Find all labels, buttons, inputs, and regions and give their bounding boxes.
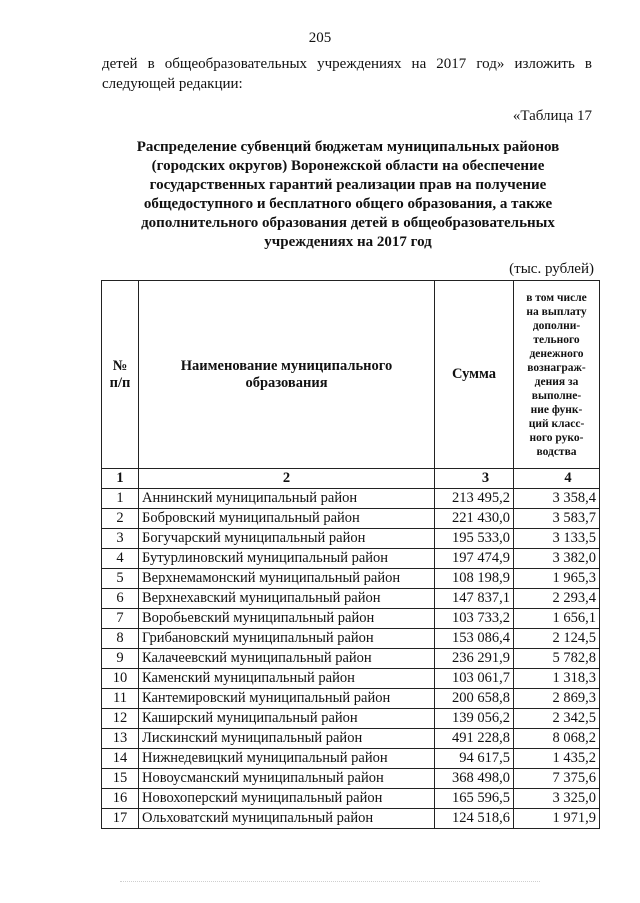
- row-including: 2 869,3: [514, 689, 600, 709]
- header-name: Наименование муниципального образования: [139, 281, 435, 469]
- row-including: 3 382,0: [514, 549, 600, 569]
- table-row: [102, 609, 600, 629]
- intro-paragraph: детей в общеобразовательных учреждениях на 2017 год» изложить в следующей редакции:: [102, 56, 592, 92]
- row-name: Богучарский муниципальный район: [139, 529, 435, 549]
- row-name: Каменский муниципальный район: [139, 669, 435, 689]
- row-number: 15: [102, 769, 139, 789]
- row-including: 8 068,2: [514, 729, 600, 749]
- row-name: Нижнедевицкий муниципальный район: [139, 749, 435, 769]
- table-row: [102, 649, 600, 669]
- row-sum: 200 658,8: [435, 689, 514, 709]
- header-number: № п/п: [102, 281, 139, 469]
- row-number: 2: [102, 509, 139, 529]
- row-name: Кантемировский муниципальный район: [139, 689, 435, 709]
- row-sum: 108 198,9: [435, 569, 514, 589]
- page-number: 205: [308, 30, 332, 46]
- row-including: 7 375,6: [514, 769, 600, 789]
- row-including: 3 133,5: [514, 529, 600, 549]
- row-name: Аннинский муниципальный район: [139, 489, 435, 509]
- row-including: 1 971,9: [514, 809, 600, 829]
- row-number: 13: [102, 729, 139, 749]
- row-including: 1 965,3: [514, 569, 600, 589]
- row-number: 7: [102, 609, 139, 629]
- document-title: Распределение субвенций бюджетам муниципальных районов (городских округов) Воронежской области на обеспечение государственных гарантий реализации прав на получение общедоступного и бесплатного общего образования, а также дополнительного образования детей в общеобразовательных учреждениях на 2017 год: [136, 139, 560, 250]
- row-including: 2 124,5: [514, 629, 600, 649]
- row-sum: 197 474,9: [435, 549, 514, 569]
- table-row: [102, 709, 600, 729]
- row-name: Новохоперский муниципальный район: [139, 789, 435, 809]
- row-including: 5 782,8: [514, 649, 600, 669]
- table-row: [102, 669, 600, 689]
- row-name: Каширский муниципальный район: [139, 709, 435, 729]
- row-sum: 153 086,4: [435, 629, 514, 649]
- row-including: 2 342,5: [514, 709, 600, 729]
- row-name: Грибановский муниципальный район: [139, 629, 435, 649]
- row-sum: 213 495,2: [435, 489, 514, 509]
- row-including: 1 318,3: [514, 669, 600, 689]
- row-number: 4: [102, 549, 139, 569]
- row-including: 3 358,4: [514, 489, 600, 509]
- table-row: [102, 809, 600, 829]
- header-sum: Сумма: [435, 281, 514, 469]
- row-sum: 124 518,6: [435, 809, 514, 829]
- row-sum: 165 596,5: [435, 789, 514, 809]
- row-number: 1: [102, 489, 139, 509]
- units-label: (тыс. рублей): [509, 261, 594, 277]
- table-reference: «Таблица 17: [512, 108, 592, 124]
- table-row: [102, 749, 600, 769]
- row-sum: 103 733,2: [435, 609, 514, 629]
- row-sum: 103 061,7: [435, 669, 514, 689]
- row-number: 12: [102, 709, 139, 729]
- row-name: Новоусманский муниципальный район: [139, 769, 435, 789]
- row-name: Воробьевский муниципальный район: [139, 609, 435, 629]
- scan-artifact: [120, 881, 540, 883]
- row-sum: 94 617,5: [435, 749, 514, 769]
- row-number: 9: [102, 649, 139, 669]
- row-name: Калачеевский муниципальный район: [139, 649, 435, 669]
- row-name: Верхнемамонский муниципальный район: [139, 569, 435, 589]
- subsidy-table: [101, 280, 600, 829]
- row-number: 5: [102, 569, 139, 589]
- column-index: 2: [139, 469, 435, 489]
- row-name: Ольховатский муниципальный район: [139, 809, 435, 829]
- table-row: [102, 729, 600, 749]
- row-sum: 221 430,0: [435, 509, 514, 529]
- table-row: [102, 629, 600, 649]
- row-number: 8: [102, 629, 139, 649]
- row-name: Верхнехавский муниципальный район: [139, 589, 435, 609]
- table-row: [102, 529, 600, 549]
- table-row: [102, 589, 600, 609]
- row-including: 2 293,4: [514, 589, 600, 609]
- row-sum: 139 056,2: [435, 709, 514, 729]
- row-including: 3 583,7: [514, 509, 600, 529]
- row-name: Бутурлиновский муниципальный район: [139, 549, 435, 569]
- table-row: [102, 569, 600, 589]
- row-number: 6: [102, 589, 139, 609]
- row-number: 14: [102, 749, 139, 769]
- row-number: 11: [102, 689, 139, 709]
- column-index: 3: [435, 469, 514, 489]
- table-row: [102, 489, 600, 509]
- table-row: [102, 549, 600, 569]
- row-sum: 368 498,0: [435, 769, 514, 789]
- row-number: 3: [102, 529, 139, 549]
- column-index-row: [102, 469, 600, 489]
- row-sum: 236 291,9: [435, 649, 514, 669]
- table-body: [102, 469, 600, 829]
- row-including: 1 656,1: [514, 609, 600, 629]
- table-header-row: [102, 281, 600, 469]
- column-index: 4: [514, 469, 600, 489]
- row-number: 16: [102, 789, 139, 809]
- column-index: 1: [102, 469, 139, 489]
- row-sum: 491 228,8: [435, 729, 514, 749]
- row-number: 17: [102, 809, 139, 829]
- table-row: [102, 769, 600, 789]
- row-sum: 147 837,1: [435, 589, 514, 609]
- table-row: [102, 789, 600, 809]
- row-including: 1 435,2: [514, 749, 600, 769]
- row-including: 3 325,0: [514, 789, 600, 809]
- table-row: [102, 509, 600, 529]
- table-row: [102, 689, 600, 709]
- row-number: 10: [102, 669, 139, 689]
- header-including: в том числе на выплату дополни- тельного денежного вознаграж- дения за выполне- ние функ- ций класс- ного руко- водства: [514, 281, 600, 469]
- row-sum: 195 533,0: [435, 529, 514, 549]
- row-name: Лискинский муниципальный район: [139, 729, 435, 749]
- row-name: Бобровский муниципальный район: [139, 509, 435, 529]
